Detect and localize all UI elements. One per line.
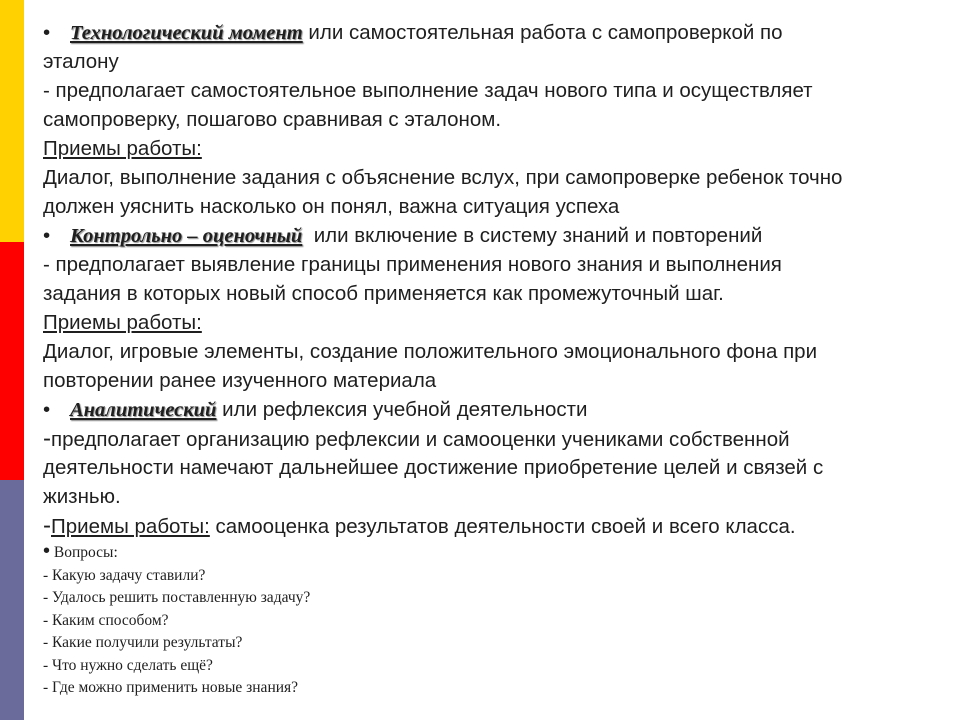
bullet: • bbox=[43, 224, 51, 247]
block-2-desc-line: задания в которых новый способ применяется как промежуточный шаг. bbox=[43, 282, 724, 305]
block-3-heading-tail: или рефлексия учебной деятельности bbox=[222, 398, 588, 421]
question-item: - Что нужно сделать ещё? bbox=[43, 656, 213, 674]
block-3-heading: Аналитический bbox=[70, 399, 217, 421]
block-3-desc-line: жизнью. bbox=[43, 485, 121, 508]
question-item: - Каким способом? bbox=[43, 611, 169, 629]
block-1-techniques-line: должен уяснить насколько он понял, важна ситуация успеха bbox=[43, 195, 620, 218]
block-1-heading: Технологический момент bbox=[70, 22, 303, 44]
question-item: - Где можно применить новые знания? bbox=[43, 679, 299, 696]
block-1-techniques-label: Приемы работы: bbox=[43, 137, 202, 160]
block-2-techniques-line: повторении ранее изученного материала bbox=[43, 369, 437, 392]
question-item: - Какую задачу ставили? bbox=[43, 566, 206, 584]
block-1-heading-line bbox=[43, 18, 943, 47]
block-1-heading-tail: или самостоятельная работа с самопроверкой по bbox=[308, 21, 783, 44]
block-2-desc-line: - предполагает выявление границы применения нового знания и выполнения bbox=[43, 253, 782, 276]
block-3-techniques-line: -Приемы работы: самооценка результатов деятельности своей и всего класса. bbox=[43, 512, 796, 539]
block-1-techniques-line: Диалог, выполнение задания с объяснение вслух, при самопроверке ребенок точно bbox=[43, 166, 843, 189]
decor-stripe-blue bbox=[0, 480, 24, 720]
questions-label: Вопросы: bbox=[53, 544, 118, 561]
question-item: - Удалось решить поставленную задачу? bbox=[43, 589, 311, 606]
questions-label-line: • Вопросы: bbox=[43, 540, 118, 562]
block-3-desc-line: -предполагает организацию рефлексии и самооценки учениками собственной bbox=[43, 425, 790, 452]
question-item: - Какие получили результаты? bbox=[43, 634, 243, 651]
block-3-techniques-inline: самооценка результатов деятельности своей и всего класса. bbox=[215, 515, 796, 538]
block-3-heading-line bbox=[43, 395, 943, 424]
slide-content bbox=[43, 18, 943, 540]
questions-list bbox=[43, 540, 643, 700]
block-1-desc-line: - предполагает самостоятельное выполнение задач нового типа и осуществляет bbox=[43, 79, 813, 102]
block-1-heading-cont: эталону bbox=[43, 50, 119, 73]
bullet: • bbox=[43, 21, 51, 44]
decor-stripe-yellow bbox=[0, 0, 24, 242]
block-2-heading: Контрольно – оценочный bbox=[70, 225, 303, 247]
block-2-heading-line bbox=[43, 221, 943, 250]
block-1-desc-line: самопроверку, пошагово сравнивая с эталоном. bbox=[43, 108, 502, 131]
decor-stripe-red bbox=[0, 242, 24, 480]
block-3-desc-line: деятельности намечают дальнейшее достижение приобретение целей и связей с bbox=[43, 456, 824, 479]
block-2-techniques-line: Диалог, игровые элементы, создание положительного эмоционального фона при bbox=[43, 340, 818, 363]
bullet: • bbox=[43, 398, 51, 421]
block-2-techniques-label: Приемы работы: bbox=[43, 311, 202, 334]
block-2-heading-tail: или включение в систему знаний и повторений bbox=[313, 224, 763, 247]
block-3-techniques-label: Приемы работы: bbox=[51, 515, 210, 538]
